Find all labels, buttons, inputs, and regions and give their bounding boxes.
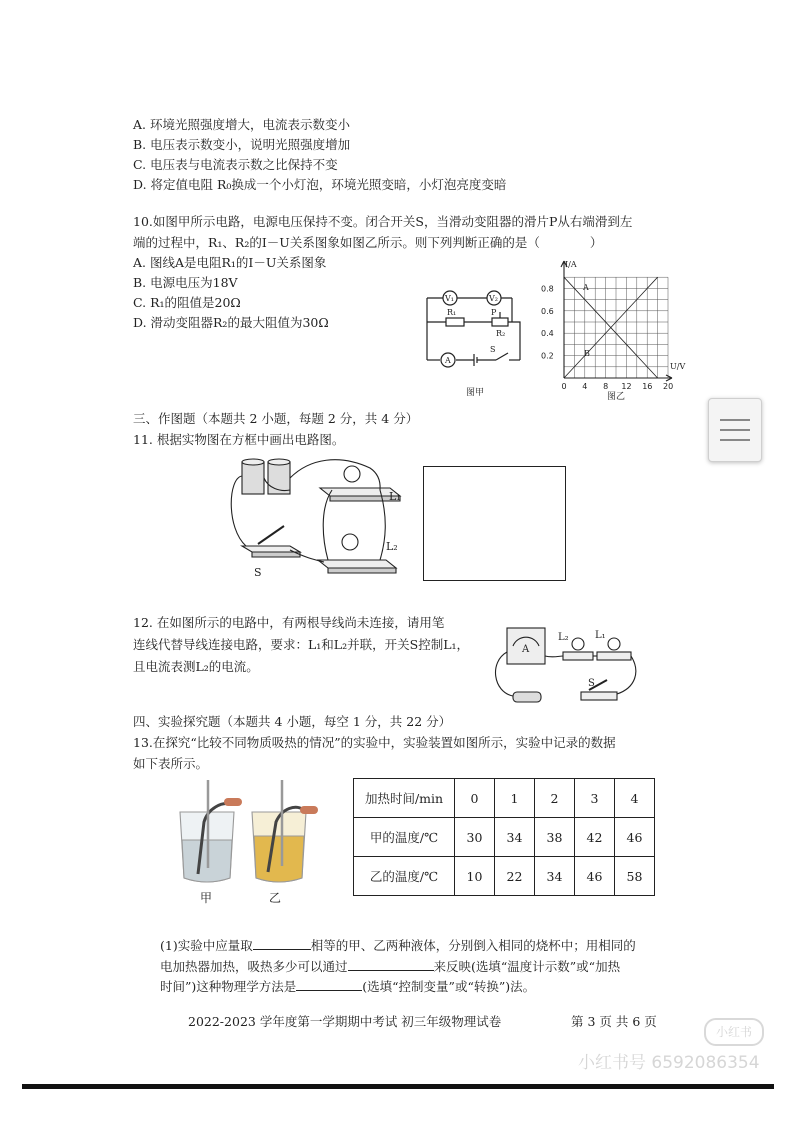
table-cell: 22 — [495, 857, 535, 896]
footer-page-number: 第 3 页 共 6 页 — [571, 1014, 657, 1029]
table-cell: 10 — [455, 857, 495, 896]
y-tick-label: 0.2 — [541, 351, 554, 361]
table-cell: 46 — [575, 857, 615, 896]
q10-option-b: B. 电源电压为18V — [133, 275, 238, 290]
table-cell: 2 — [535, 779, 575, 818]
x-tick-label: 16 — [642, 382, 653, 391]
beaker-label-yi: 乙 — [269, 891, 282, 905]
table-cell: 34 — [495, 818, 535, 857]
q13-sub1-line1 — [160, 937, 636, 954]
q12-label-l1: L₁ — [595, 630, 606, 641]
series-b-label: B — [584, 349, 590, 358]
table-header-cell: 甲的温度/℃ — [354, 818, 455, 857]
series-a-label: A — [583, 283, 589, 292]
circuit-diagram-jia — [410, 280, 540, 405]
q9-option-d: D. 将定值电阻 R₀换成一个小灯泡，环境光照变暗，小灯泡亮度变暗 — [133, 177, 507, 192]
footer-title: 2022-2023 学年度第一学期期中考试 初三年级物理试卷 — [188, 1014, 502, 1029]
y-tick-label: 0.6 — [541, 306, 554, 316]
menu-line-icon — [720, 439, 750, 441]
q10-stem-line1: 10.如图甲所示电路，电源电压保持不变。闭合开关S，当滑动变阻器的滑片P从右端滑到左 — [133, 214, 633, 229]
table-row — [354, 857, 655, 896]
table-cell: 1 — [495, 779, 535, 818]
q11-label-s: S — [254, 566, 262, 579]
table-cell: 38 — [535, 818, 575, 857]
q13-sub1-text-c: 电加热器加热，吸热多少可以通过 — [160, 959, 348, 974]
caption-jia: 图甲 — [466, 388, 485, 398]
q9-option-c: C. 电压表与电流表示数之比保持不变 — [133, 157, 338, 172]
section3-heading: 三、作图题（本题共 2 小题，每题 2 分，共 4 分） — [133, 411, 419, 426]
q11-label-l2: L₂ — [386, 540, 398, 553]
label-v2: V₂ — [489, 294, 498, 303]
watermark-id: 小红书号 6592086354 — [578, 1053, 760, 1073]
q12-label-s: S — [588, 678, 595, 689]
table-cell: 42 — [575, 818, 615, 857]
beaker-label-jia: 甲 — [200, 891, 213, 905]
x-tick-label: 20 — [663, 382, 674, 391]
x-tick-label: 12 — [621, 382, 632, 391]
menu-line-icon — [720, 419, 750, 421]
q13-sub1-text-b: 相等的甲、乙两种液体，分别倒入相同的烧杯中；用相同的 — [310, 938, 636, 953]
table-cell: 3 — [575, 779, 615, 818]
y-tick-label: 0.4 — [541, 329, 554, 339]
caption-yi: 图乙 — [607, 392, 626, 402]
label-p: P — [491, 308, 497, 317]
q10-option-d: D. 滑动变阻器R₂的最大阻值为30Ω — [133, 315, 329, 330]
q12-line2: 连线代替导线连接电路，要求：L₁和L₂并联，开关S控制L₁， — [133, 637, 469, 652]
q11-label-l1: L₁ — [389, 490, 401, 503]
floating-menu-button[interactable] — [708, 398, 762, 462]
menu-line-icon — [720, 429, 750, 431]
table-cell: 30 — [455, 818, 495, 857]
label-r1: R₁ — [447, 308, 457, 317]
q13-sub1-line3 — [160, 978, 535, 995]
q11-stem: 11. 根据实物图在方框中画出电路图。 — [133, 432, 345, 447]
table-cell: 58 — [615, 857, 655, 896]
x-tick-label: 0 — [561, 382, 567, 391]
q11-physical-circuit — [220, 448, 415, 583]
table-row — [354, 779, 655, 818]
table-cell: 34 — [535, 857, 575, 896]
label-r2: R₂ — [496, 329, 506, 338]
watermark-logo: 小红书 — [704, 1018, 764, 1046]
table-header-cell: 乙的温度/℃ — [354, 857, 455, 896]
label-a: A — [445, 356, 451, 365]
table-header-cell: 加热时间/min — [354, 779, 455, 818]
table-row — [354, 818, 655, 857]
table-cell: 46 — [615, 818, 655, 857]
label-s: S — [490, 345, 496, 354]
table-cell: 4 — [615, 779, 655, 818]
y-tick-label: 0.8 — [541, 284, 554, 294]
answer-blank-3[interactable] — [296, 978, 362, 991]
q9-option-b: B. 电压表示数变小，说明光照强度增加 — [133, 137, 351, 152]
q9-option-a: A. 环境光照强度增大，电流表示数变小 — [133, 117, 350, 132]
section4-heading: 四、实验探究题（本题共 4 小题，每空 1 分，共 22 分） — [133, 714, 452, 729]
q13-sub1-text-f: (选填“控制变量”或“转换”)法。 — [362, 979, 536, 994]
q12-physical-circuit — [485, 622, 650, 712]
q12-line3: 且电流表测L₂的电流。 — [133, 659, 259, 674]
x-axis-label: U/V — [670, 362, 686, 371]
q13-sub1-text-a: (1)实验中应量取 — [160, 938, 253, 953]
q10-stem-line2: 端的过程中，R₁、R₂的I－U关系图象如图乙所示。则下列判断正确的是（ ） — [133, 235, 603, 250]
x-tick-label: 8 — [603, 382, 609, 391]
label-v1: V₁ — [445, 294, 454, 303]
x-tick-label: 4 — [582, 382, 588, 391]
q12-line1: 12. 在如图所示的电路中，有两根导线尚未连接，请用笔 — [133, 615, 445, 630]
q13-stem-line2: 如下表所示。 — [133, 756, 209, 771]
graph-yi — [536, 255, 686, 405]
q11-answer-box[interactable] — [423, 466, 566, 581]
q13-sub1-text-d: 来反映(选填“温度计示数”或“加热 — [433, 959, 621, 974]
y-axis-label: I/A — [565, 260, 577, 269]
q12-label-a: A — [522, 644, 530, 655]
answer-blank-1[interactable] — [253, 937, 311, 950]
table-cell: 0 — [455, 779, 495, 818]
q10-option-a: A. 图线A是电阻R₁的I－U关系图象 — [133, 255, 327, 270]
q13-sub1-text-e: 时间”)这种物理学方法是 — [160, 979, 297, 994]
answer-blank-2[interactable] — [348, 958, 434, 971]
beakers-illustration — [172, 778, 332, 908]
q13-data-table — [353, 778, 655, 896]
q13-sub1-line2 — [160, 958, 620, 975]
q12-label-l2: L₂ — [558, 632, 569, 643]
bottom-divider — [22, 1084, 774, 1089]
q10-option-c: C. R₁的阻值是20Ω — [133, 295, 241, 310]
q13-stem-line1: 13.在探究“比较不同物质吸热的情况”的实验中，实验装置如图所示，实验中记录的数据 — [133, 735, 616, 750]
